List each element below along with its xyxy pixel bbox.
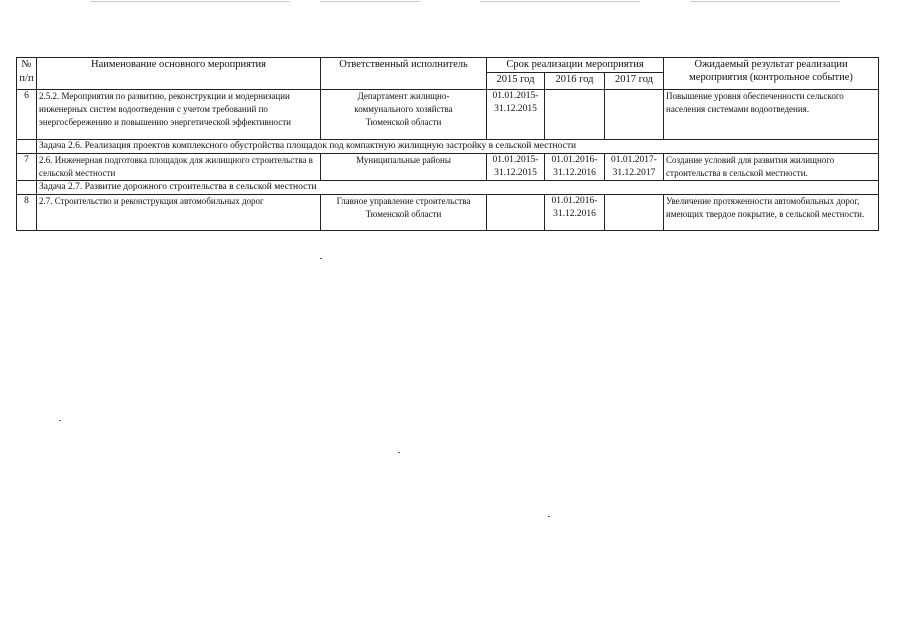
col-number-header	[17, 58, 37, 90]
date-2017: 01.01.2017-31.12.2017	[605, 154, 664, 181]
date-2016: 01.01.2016-31.12.2016	[545, 154, 605, 181]
expected-result: Создание условий для развития жилищного строительства в сельской местности.	[664, 154, 879, 181]
year-2015-header: 2015 год	[487, 73, 545, 90]
date-2016	[545, 90, 605, 140]
date-2015	[487, 195, 545, 231]
row-number: 6	[17, 90, 37, 140]
date-2017	[605, 195, 664, 231]
year-2016-header: 2016 год	[545, 73, 605, 90]
scan-artifact-line	[690, 1, 840, 2]
task-title: Задача 2.6. Реализация проектов комплексного обустройства площадок под компактную жилищную застройку в сельской местности	[37, 140, 879, 154]
table-row	[17, 154, 879, 181]
col-result-header: Ожидаемый результат реализации мероприятия (контрольное событие)	[664, 58, 879, 90]
col-period-header: Срок реализации мероприятия	[487, 58, 664, 73]
number-sign: №	[21, 59, 32, 70]
scan-artifact-line	[90, 1, 290, 2]
scan-artifact-line	[320, 1, 420, 2]
date-2015: 01.01.2015-31.12.2015	[487, 90, 545, 140]
activity-name: 2.7. Строительство и реконструкция автомобильных дорог	[37, 195, 321, 231]
task-row	[17, 181, 879, 195]
activities-table	[16, 57, 879, 231]
date-2017	[605, 90, 664, 140]
expected-result: Увеличение протяженности автомобильных дорог, имеющих твердое покрытие, в сельской местности.	[664, 195, 879, 231]
activity-name: 2.5.2. Мероприятия по развитию, реконструкции и модернизации инженерных систем водоотведения с учетом требований по энергосбережению и повышению энергетической эффективности	[37, 90, 321, 140]
col-executor-header: Ответственный исполнитель	[321, 58, 487, 90]
scan-speck	[548, 516, 550, 517]
scan-speck	[59, 420, 61, 421]
task-number-cell	[17, 140, 37, 154]
number-sub: п/п	[19, 73, 34, 84]
scan-artifact-line	[480, 1, 640, 2]
table-row	[17, 195, 879, 231]
task-title: Задача 2.7. Развитие дорожного строительства в сельской местности	[37, 181, 879, 195]
expected-result: Повышение уровня обеспеченности сельского населения системами водоотведения.	[664, 90, 879, 140]
row-number: 8	[17, 195, 37, 231]
task-row	[17, 140, 879, 154]
scan-speck	[320, 258, 322, 259]
table-row	[17, 90, 879, 140]
year-2017-header: 2017 год	[605, 73, 664, 90]
date-2015: 01.01.2015-31.12.2015	[487, 154, 545, 181]
row-number: 7	[17, 154, 37, 181]
col-name-header: Наименование основного мероприятия	[37, 58, 321, 90]
task-number-cell	[17, 181, 37, 195]
date-2016: 01.01.2016-31.12.2016	[545, 195, 605, 231]
header-row	[17, 58, 879, 73]
activity-name: 2.6. Инженерная подготовка площадок для жилищного строительства в сельской местности	[37, 154, 321, 181]
executor: Муниципальные районы	[321, 154, 487, 181]
executor: Департамент жилищно-коммунального хозяйства Тюменской области	[321, 90, 487, 140]
scan-speck	[398, 452, 400, 453]
executor: Главное управление строительства Тюменской области	[321, 195, 487, 231]
